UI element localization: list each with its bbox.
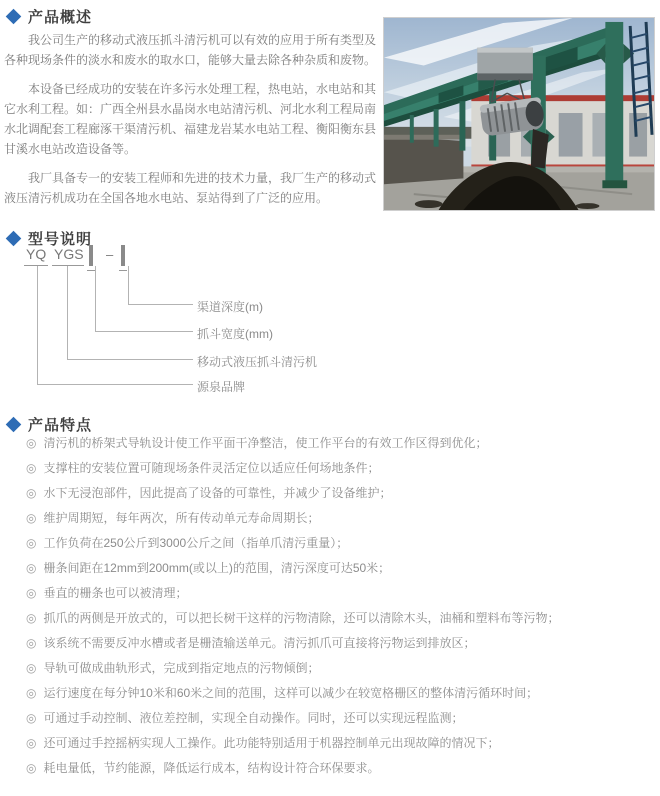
bullet-icon: ◎ (26, 461, 37, 475)
feature-text: 支撑柱的安装位置可随现场条件灵活定位以适应任何场地条件； (43, 461, 380, 475)
feature-item (26, 736, 658, 750)
feature-item (26, 711, 658, 725)
bullet-icon: ◎ (26, 611, 37, 625)
feature-text: 工作负荷在250公斤到3000公斤之间（指单爪清污重量）； (43, 536, 349, 550)
feature-text: 垂直的栅条也可以被清理； (43, 586, 188, 600)
feature-item (26, 686, 658, 700)
bullet-icon: ◎ (26, 711, 37, 725)
feature-text: 该系统不需要反冲水槽或者是栅渣输送单元。清污抓爪可直接将污物运到排放区； (43, 636, 476, 650)
bullet-icon: ◎ (26, 561, 37, 575)
overview-paragraph: 我公司生产的移动式液压抓斗清污机可以有效的应用于所有类型及各种现场条件的淡水和废水的取水口，能够大量去除各种杂质和废物。 (4, 33, 377, 67)
feature-item (26, 486, 658, 500)
overview-paragraph: 我厂具备专一的安装工程师和先进的技术力量，我厂生产的移动式液压清污机成功在全国各地水电站、泵站得到了广泛的应用。 (4, 171, 377, 205)
feature-text: 还可通过手控摇柄实现人工操作。此功能特别适用于机器控制单元出现故障的情况下； (43, 736, 500, 750)
bullet-icon: ◎ (26, 436, 37, 450)
feature-item (26, 536, 658, 550)
model-diagram (0, 246, 420, 406)
bullet-icon: ◎ (26, 686, 37, 700)
feature-item (26, 761, 658, 775)
feature-item (26, 436, 658, 450)
model-title: 型号说明 (28, 231, 93, 248)
features-section-header (5, 414, 92, 435)
feature-text: 清污机的桥架式导轨设计使工作平面干净整洁，使工作平台的有效工作区得到优化； (43, 436, 488, 450)
bullet-icon: ◎ (26, 736, 37, 750)
feature-item (26, 461, 658, 475)
bullet-icon: ◎ (26, 761, 37, 775)
feature-item (26, 586, 658, 600)
model-label-channel-depth: 渠道深度(m) (197, 300, 263, 314)
connector-line (37, 266, 193, 385)
feature-text: 耗电量低，节约能源，降低运行成本，结构设计符合环保要求。 (43, 761, 380, 775)
feature-text: 可通过手动控制、液位差控制，实现全自动操作。同时，还可以实现远程监测； (43, 711, 464, 725)
overview-title: 产品概述 (28, 9, 93, 26)
feature-text: 栅条间距在12mm到200mm(或以上)的范围，清污深度可达50米； (43, 561, 391, 575)
model-code-brand: YQ (24, 246, 48, 266)
model-code-dash: – (106, 247, 114, 262)
features-list (26, 436, 658, 786)
model-label-grab-width: 抓斗宽度(mm) (197, 327, 273, 341)
feature-text: 抓爪的两侧是开放式的，可以把长树干这样的污物清除，还可以清除木头，油桶和塑料布等污物； (43, 611, 560, 625)
bullet-icon: ◎ (26, 511, 37, 525)
overview-paragraph: 本设备已经成功的安装在许多污水处理工程，热电站，水电站和其它水利工程。如：广西全州县水晶岗水电站清污机、河北水利工程局南水北调配套工程廊涿干渠清污机、福建龙岩某水电站工程、衡阳衡东县甘溪水电站改造设备等。 (4, 82, 377, 156)
bullet-icon: ◎ (26, 636, 37, 650)
bullet-icon: ◎ (26, 486, 37, 500)
bullet-icon: ◎ (26, 536, 37, 550)
product-photo-illustration (384, 18, 654, 210)
feature-text: 导轨可做成曲轨形式，完成到指定地点的污物倾倒； (43, 661, 320, 675)
product-photo (383, 17, 655, 211)
overview-section-header (5, 6, 92, 27)
diamond-icon (6, 417, 22, 433)
feature-item (26, 636, 658, 650)
feature-item (26, 511, 658, 525)
model-code-series: YGS (52, 246, 84, 266)
features-title: 产品特点 (28, 417, 93, 434)
model-label-machine-type: 移动式液压抓斗清污机 (197, 355, 318, 369)
bullet-icon: ◎ (26, 661, 37, 675)
feature-text: 运行速度在每分钟10米和60米之间的范围，这样可以减少在较宽格栅区的整体清污循环时间； (43, 686, 539, 700)
overview-text-block (4, 30, 376, 217)
feature-item (26, 561, 658, 575)
bullet-icon: ◎ (26, 586, 37, 600)
diamond-icon (6, 9, 22, 25)
feature-text: 维护周期短，每年两次，所有传动单元寿命周期长； (43, 511, 320, 525)
feature-item (26, 661, 658, 675)
feature-item (26, 611, 658, 625)
model-label-brand: 源泉品牌 (197, 380, 246, 394)
feature-text: 水下无浸泡部件，因此提高了设备的可靠性，并减少了设备维护； (43, 486, 392, 500)
diamond-icon (6, 231, 22, 247)
